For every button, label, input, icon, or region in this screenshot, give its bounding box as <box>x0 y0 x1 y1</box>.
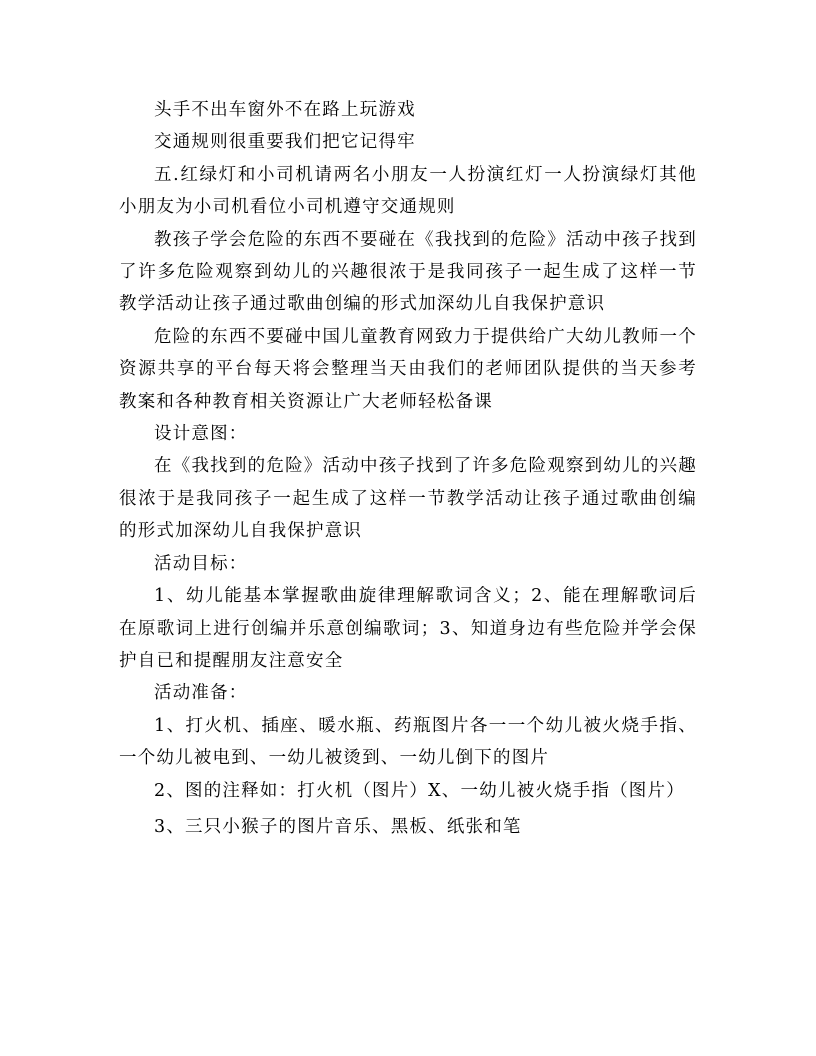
paragraph-prep-3: 3、三只小猴子的图片音乐、黑板、纸张和笔 <box>154 816 522 837</box>
paragraph-prep-1: 1、打火机、插座、暖水瓶、药瓶图片各一一个幼儿被火烧手指、一个幼儿被电到、一幼儿被烫到、一幼儿倒下的图片 <box>119 715 697 769</box>
paragraph-2: 交通规则很重要我们把它记得牢 <box>154 132 416 153</box>
paragraph-5: 危险的东西不要碰中国儿童教育网致力于提供给广大幼儿教师一个资源共享的平台每天将会整理当天由我们的老师团队提供的当天参考教案和各种教育相关资源让广大老师轻松备课 <box>119 326 697 412</box>
section-heading-activity-prep: 活动准备： <box>154 683 248 704</box>
section-heading-design-intent: 设计意图： <box>154 424 248 445</box>
section-heading-activity-goals: 活动目标： <box>154 553 248 574</box>
paragraph-4: 教孩子学会危险的东西不要碰在《我找到的危险》活动中孩子找到了许多危险观察到幼儿的兴趣很浓于是我同孩子一起生成了这样一节教学活动让孩子通过歌曲创编的形式加深幼儿自我保护意识 <box>119 229 697 315</box>
paragraph-activity-goals: 1、幼儿能基本掌握歌曲旋律理解歌词含义；2、能在理解歌词后在原歌词上进行创编并乐意创编歌词；3、知道身边有些危险并学会保护自已和提醒朋友注意安全 <box>119 586 697 671</box>
document-body <box>119 94 697 843</box>
paragraph-prep-2: 2、图的注释如：打火机（图片）X、一幼儿被火烧手指（图片） <box>154 780 685 801</box>
paragraph-design-intent: 在《我找到的危险》活动中孩子找到了许多危险观察到幼儿的兴趣很浓于是我同孩子一起生成了这样一节教学活动让孩子通过歌曲创编的形式加深幼儿自我保护意识 <box>119 456 697 542</box>
paragraph-3: 五.红绿灯和小司机请两名小朋友一人扮演红灯一人扮演绿灯其他小朋友为小司机看位小司机遵守交通规则 <box>119 164 697 218</box>
paragraph-1: 头手不出车窗外不在路上玩游戏 <box>154 100 416 120</box>
